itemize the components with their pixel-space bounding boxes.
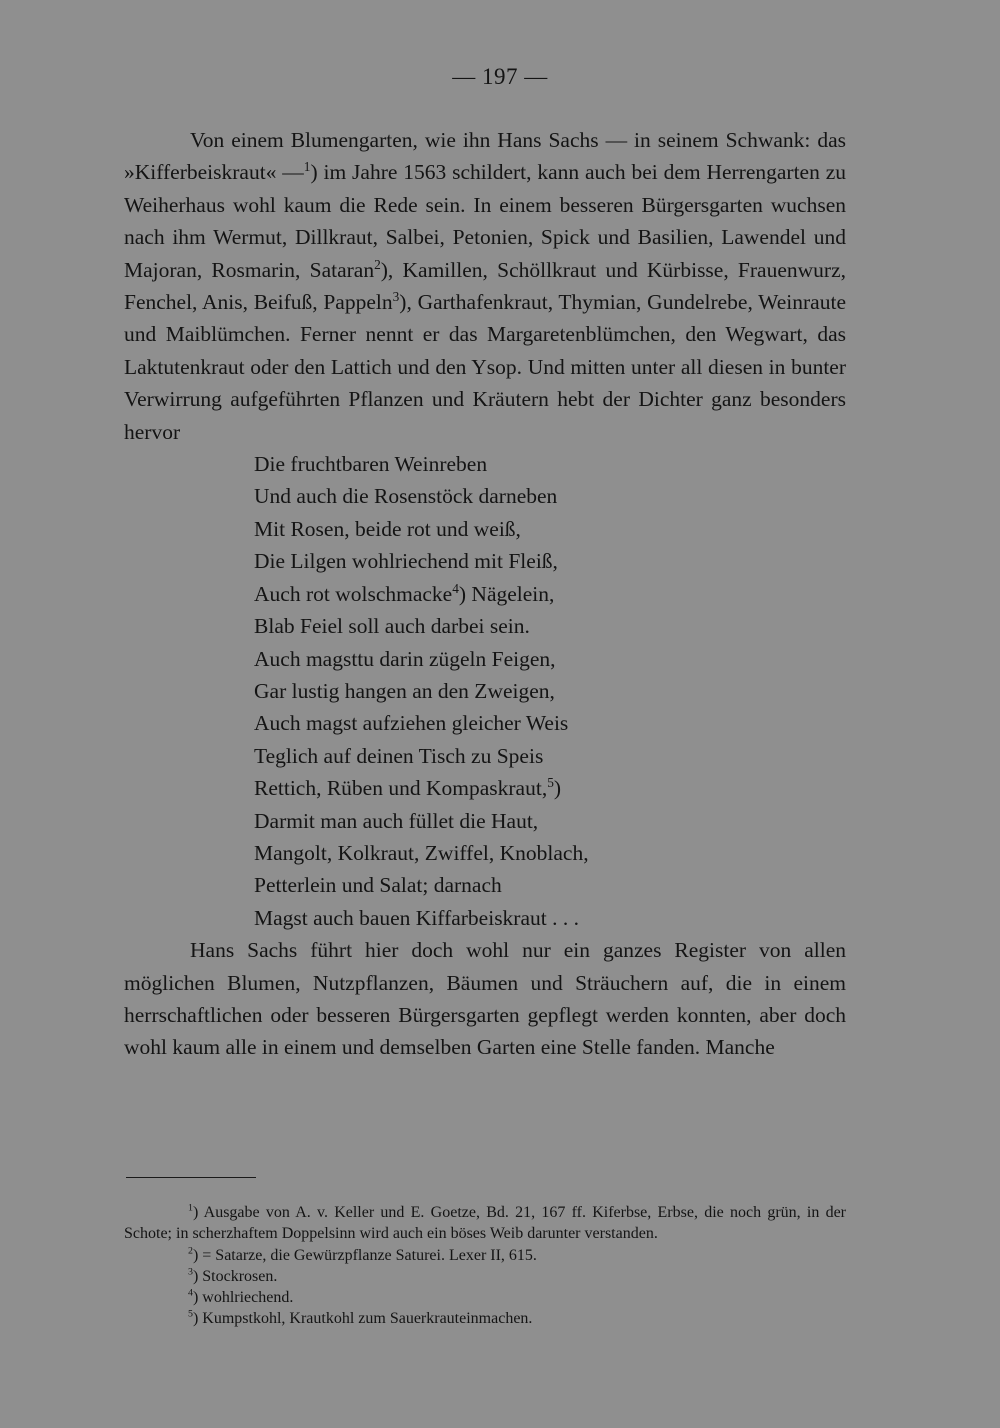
verse-line: Die Lilgen wohlriechend mit Fleiß,	[254, 549, 558, 574]
footnote-number: 3	[188, 1266, 193, 1278]
poem-quote	[254, 448, 846, 934]
footnote-2	[124, 1245, 846, 1266]
footnote-text: ) Stockrosen.	[192, 1267, 278, 1285]
main-text	[124, 124, 846, 1064]
footnote-ref-3: 3	[392, 288, 400, 304]
footnote-4	[124, 1287, 846, 1308]
footnote-text: ) Ausgabe von A. v. Keller und E. Goetze, Bd. 21, 167 ff. Kiferbse, Erbse, die noch grün, in der Schote; in scherzhaftem Doppelsinn wird auch ein böses Weib darunter verstanden.	[124, 1204, 846, 1243]
footnote-1	[124, 1202, 846, 1245]
footnote-ref-4: 4	[452, 580, 459, 596]
footnote-ref-2: 2	[374, 256, 381, 272]
footnote-number: 1	[188, 1202, 193, 1214]
text-run: Von einem Blumengarten, wie ihn Hans Sachs — in seinem Schwank: das »Kifferbeiskraut« —	[124, 128, 846, 185]
verse-line: Darmit man auch füllet die Haut,	[254, 808, 539, 833]
verse-line: Magst auch bauen Kiffarbeiskraut . . .	[254, 905, 579, 930]
page-number: — 197 —	[452, 64, 548, 89]
text-run: Auch rot wolschmacke	[254, 581, 453, 606]
paragraph-intro	[124, 124, 846, 448]
footnote-text: ) = Satarze, die Gewürzpflanze Saturei. Lexer II, 615.	[192, 1246, 537, 1264]
text-run: )	[553, 776, 562, 801]
verse-line: Auch magst aufziehen gleicher Weis	[254, 711, 569, 736]
footnote-text: ) Kumpstkohl, Krautkohl zum Sauerkrauteinmachen.	[192, 1310, 533, 1328]
paragraph-commentary: Hans Sachs führt hier doch wohl nur ein ganzes Register von allen möglichen Blumen, Nutzpflanzen, Bäumen und Sträuchern auf, die in einem herrschaftlichen oder besseren Bürgersgarten gepflegt werden konnten, aber doch wohl kaum alle in einem und demselben Garten eine Stelle fanden. Manche	[124, 938, 846, 1060]
verse-line: Gar lustig hangen an den Zweigen,	[254, 678, 555, 703]
verse-line: Auch magsttu darin zügeln Feigen,	[254, 646, 556, 671]
verse-line: Mit Rosen, beide rot und weiß,	[254, 516, 521, 541]
footnote-number: 5	[188, 1309, 193, 1321]
verse-line	[254, 772, 846, 804]
footnote-ref-1: 1	[303, 159, 311, 175]
footnote-text: ) wohlriechend.	[192, 1289, 294, 1307]
verse-line	[254, 578, 846, 610]
text-run: ) Nägelein,	[458, 581, 555, 606]
footnote-3	[124, 1266, 846, 1287]
text-run: ), Kamillen, Schöllkraut und Kürbisse, Frauenwurz, Fenchel, Anis, Beifuß, Pappeln	[124, 257, 846, 315]
text-run: ), Garthafenkraut, Thymian, Gundelrebe, Weinraute und Maiblümchen. Ferner nennt er das Margaretenblümchen, den Wegwart, das Laktutenkraut oder den Lattich und den Ysop. Und mitten unter all diesen in bunter Verwirrung aufgeführten Pflanzen und Kräutern hebt der Dichter ganz besonders hervor	[124, 290, 846, 444]
text-run: ) im Jahre 1563 schildert, kann auch bei dem Herrengarten zu Weiherhaus wohl kaum die Rede sein. In einem besseren Bürgersgarten wuchsen nach ihm Wermut, Dillkraut, Salbei, Petonien, Spick und Basilien, Lawendel und Majoran, Rosmarin, Sataran	[124, 160, 846, 282]
footnote-5	[124, 1308, 846, 1329]
verse-line: Petterlein und Salat; darnach	[254, 873, 502, 898]
verse-line: Blab Feiel soll auch darbei sein.	[254, 614, 530, 639]
verse-line: Mangolt, Kolkraut, Zwiffel, Knoblach,	[254, 840, 589, 865]
footnote-divider	[126, 1177, 256, 1178]
footnotes	[124, 1202, 846, 1330]
verse-line: Teglich auf deinen Tisch zu Speis	[254, 743, 544, 768]
footnote-ref-5: 5	[547, 774, 554, 790]
verse-line: Die fruchtbaren Weinreben	[254, 452, 488, 477]
verse-line: Und auch die Rosenstöck darneben	[254, 484, 558, 509]
footnote-number: 4	[188, 1287, 193, 1299]
footnote-number: 2	[188, 1245, 193, 1257]
text-run: Rettich, Rüben und Kompaskraut,	[254, 776, 548, 801]
